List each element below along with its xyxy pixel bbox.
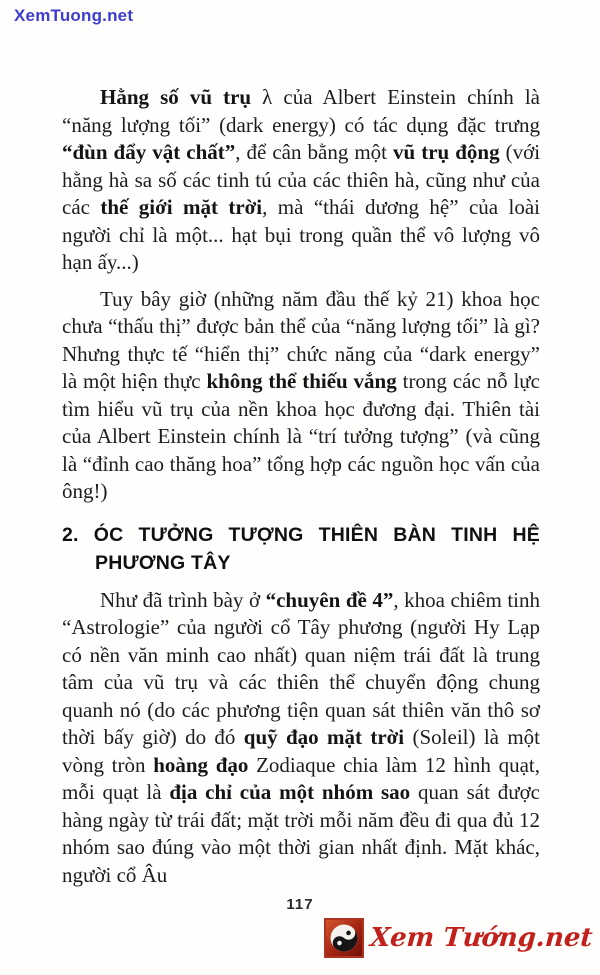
paragraph <box>62 587 540 890</box>
text-run: λ của Albert Einstein chính là “năng lượng tối” (dark energy) có tác dụng đặc trưng <box>62 85 541 137</box>
bold-text-run: “chuyên đề 4” <box>265 587 394 612</box>
bold-text-run: địa chỉ của một nhóm sao <box>169 780 411 804</box>
text-run: quan sát được hàng ngày từ trái đất; mặt trời mỗi năm đều đi qua đủ 12 nhóm sao đúng vào một thời gian nhất định. Mặt khác, người cổ Âu <box>62 780 540 887</box>
heading-text: ÓC TƯỞNG TƯỢNG THIÊN BÀN TINH HỆ PHƯƠNG TÂY <box>93 523 540 574</box>
bold-text-run: không thể thiếu vắng <box>206 369 397 393</box>
text-run: , khoa chiêm tinh “Astrologie” của người cổ Tây phương (người Hy Lạp có nền văn minh cao nhất) quan niệm trái đất là trung tâm của vũ trụ và các thiên thể chuyển động chung quanh nó (do các phương tiện quan sát thiên văn thô sơ thời bấy giờ) do đó <box>62 587 540 749</box>
heading-number: 2. <box>62 523 94 546</box>
bold-text-run: thế giới mặt trời <box>100 195 263 219</box>
footer-logo-text: Xem Tướng.net <box>368 923 594 953</box>
text-run: (với hằng hà sa số các tinh tú của các thiên hà, cũng như của các <box>62 140 541 219</box>
text-run: Tuy bây giờ (những năm đầu thế kỷ 21) khoa học chưa “thấu thị” được bản thể của “năng lượng tối” là gì? Nhưng thực tế “hiển thị” chức năng của “dark energy” là một hiện thực <box>62 286 540 393</box>
paragraph <box>62 286 540 506</box>
bold-text-run: vũ trụ động <box>393 140 500 164</box>
bold-text-run: “đùn đẩy vật chất” <box>62 140 236 164</box>
text-run: , để cân bằng một <box>235 140 394 164</box>
footer-logo <box>324 918 592 958</box>
text-run: Như đã trình bày ở <box>100 587 266 612</box>
page-number: 117 <box>286 896 314 913</box>
site-watermark-top: XemTuong.net <box>14 6 134 25</box>
bold-text-run: Hằng số vũ trụ <box>100 85 252 109</box>
text-run: Zodiaque chia làm 12 hình quạt, mỗi quạt là <box>62 752 540 804</box>
bold-text-run: quỹ đạo mặt trời <box>243 725 405 749</box>
section-heading <box>62 521 540 577</box>
page-body <box>62 84 540 898</box>
yin-yang-icon <box>324 918 364 958</box>
paragraph <box>62 84 540 277</box>
text-run: (Soleil) là một vòng tròn <box>62 725 540 777</box>
text-run: , mà “thái dương hệ” của loài người chỉ là một... hạt bụi trong quần thể vô lượng vô hạn ấy...) <box>62 195 540 274</box>
bold-text-run: hoàng đạo <box>153 752 249 777</box>
text-run: trong các nỗ lực tìm hiểu vũ trụ của nền khoa học đương đại. Thiên tài của Albert Einstein chính là “trí tưởng tượng” (và cũng là “đỉnh cao thăng hoa” tổng hợp các nguồn học vấn của ông!) <box>62 369 541 503</box>
